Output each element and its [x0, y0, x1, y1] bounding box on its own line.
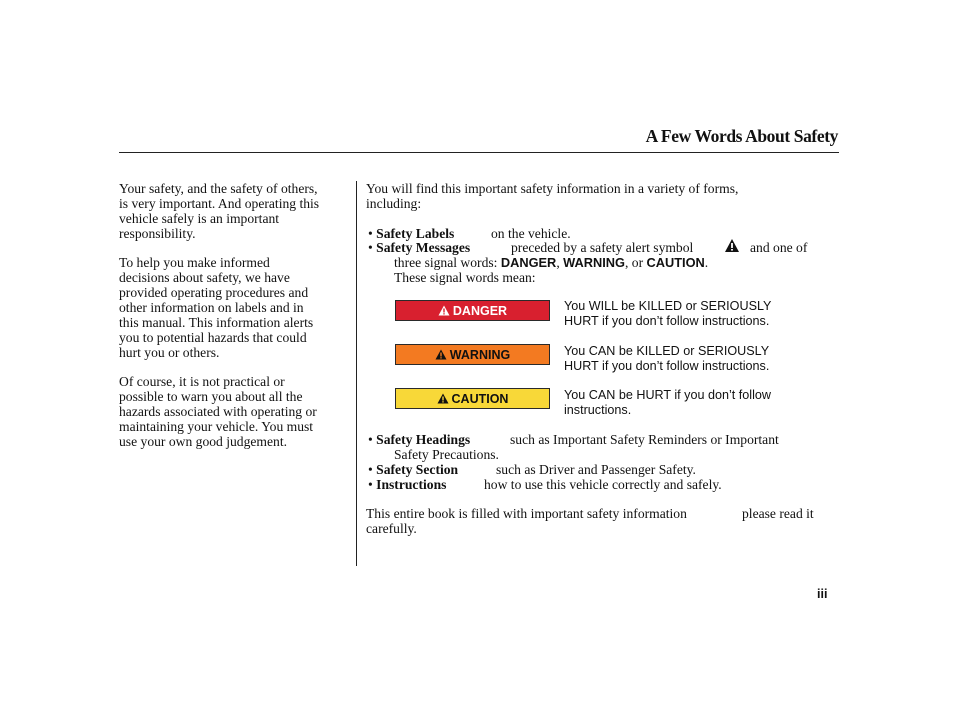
bullet-safety-messages: [368, 240, 470, 255]
warning-description: [564, 344, 824, 374]
warning-triangle-icon: [435, 349, 447, 360]
caution-description: [564, 388, 824, 418]
text-line: Of course, it is not practical or: [119, 374, 285, 389]
bullet-term: Safety Section: [376, 462, 459, 477]
text-line: You CAN be KILLED or SERIOUSLY: [564, 344, 770, 358]
danger-label: DANGER: [452, 303, 508, 318]
page-title: A Few Words About Safety: [645, 126, 838, 146]
text-line: possible to warn you about all the: [119, 389, 303, 404]
signal-word-warning: WARNING: [563, 255, 625, 270]
closing-text-line2: carefully.: [366, 521, 417, 536]
safety-alert-symbol-icon: [724, 238, 740, 253]
paragraph-importance: [119, 181, 347, 241]
signal-word-danger: DANGER: [500, 255, 557, 270]
text-line: HURT if you don’t follow instructions.: [564, 359, 770, 373]
text-line: is very important. And operating this: [119, 196, 320, 211]
text-line: HURT if you don’t follow instructions.: [564, 314, 770, 328]
bullet-mark: •: [368, 477, 377, 492]
bullet-text-continued: and one of: [750, 240, 808, 255]
caution-label-box: [395, 388, 550, 409]
text-line: other information on labels and in: [119, 300, 304, 315]
bullet-text: such as Driver and Passenger Safety.: [496, 462, 696, 477]
danger-description: [564, 299, 824, 329]
separator: ,: [556, 255, 564, 270]
text-line: decisions about safety, we have: [119, 270, 290, 285]
paragraph-informed-decisions: [119, 255, 347, 360]
warning-triangle-icon: [438, 305, 450, 316]
bullet-term: Safety Headings: [376, 432, 471, 447]
bullet-text: such as Important Safety Reminders or Important: [510, 432, 779, 447]
bullet-text-line2: Safety Precautions.: [394, 447, 499, 462]
warning-label-box: [395, 344, 550, 365]
paragraph-judgement: [119, 374, 347, 449]
page-number: iii: [817, 587, 828, 601]
bullet-text: on the vehicle.: [491, 226, 571, 241]
text-line: You WILL be KILLED or SERIOUSLY: [564, 299, 772, 313]
caution-label: CAUTION: [451, 391, 509, 406]
text-line: use your own good judgement.: [119, 434, 288, 449]
text-line: provided operating procedures and: [119, 285, 309, 300]
intro-line-2: including:: [366, 196, 422, 211]
column-divider: [356, 181, 357, 566]
text-line: vehicle safely is an important: [119, 211, 280, 226]
warning-label: WARNING: [449, 347, 511, 362]
intro-line-1: You will find this important safety information in a variety of forms,: [366, 181, 739, 196]
bullet-text: preceded by a safety alert symbol: [511, 240, 694, 255]
warning-triangle-icon: [437, 393, 449, 404]
bullet-mark: •: [368, 432, 377, 447]
bullet-safety-section: [368, 462, 458, 477]
bullet-instructions: [368, 477, 446, 492]
bullet-mark: •: [368, 240, 377, 255]
bullet-text: how to use this vehicle correctly and safely.: [484, 477, 722, 492]
closing-text-continued: please read it: [742, 506, 814, 521]
text-line: you to potential hazards that could: [119, 330, 307, 345]
bullet-term: Safety Messages: [376, 240, 471, 255]
bullet-term: Instructions: [376, 477, 447, 492]
closing-text: This entire book is filled with important safety information: [366, 506, 687, 521]
signal-words-line: [394, 255, 708, 270]
text-line: To help you make informed: [119, 255, 270, 270]
text-line: You CAN be HURT if you don’t follow: [564, 388, 771, 402]
danger-label-box: [395, 300, 550, 321]
text-line: maintaining your vehicle. You must: [119, 419, 314, 434]
bullet-safety-labels: [368, 226, 454, 241]
bullet-safety-headings: [368, 432, 470, 447]
period: .: [704, 255, 709, 270]
text-line: hazards associated with operating or: [119, 404, 317, 419]
left-column: [119, 181, 347, 463]
text-line: Your safety, and the safety of others,: [119, 181, 318, 196]
text-line: hurt you or others.: [119, 345, 220, 360]
text-line: instructions.: [564, 403, 632, 417]
signal-words-mean: These signal words mean:: [394, 270, 536, 285]
bullet-mark: •: [368, 462, 377, 477]
signal-words-prefix: three signal words:: [394, 255, 501, 270]
header-rule: [119, 152, 839, 153]
bullet-mark: •: [368, 226, 377, 241]
text-line: this manual. This information alerts: [119, 315, 314, 330]
separator: , or: [624, 255, 647, 270]
text-line: responsibility.: [119, 226, 196, 241]
bullet-term: Safety Labels: [376, 226, 455, 241]
signal-word-caution: CAUTION: [646, 255, 705, 270]
